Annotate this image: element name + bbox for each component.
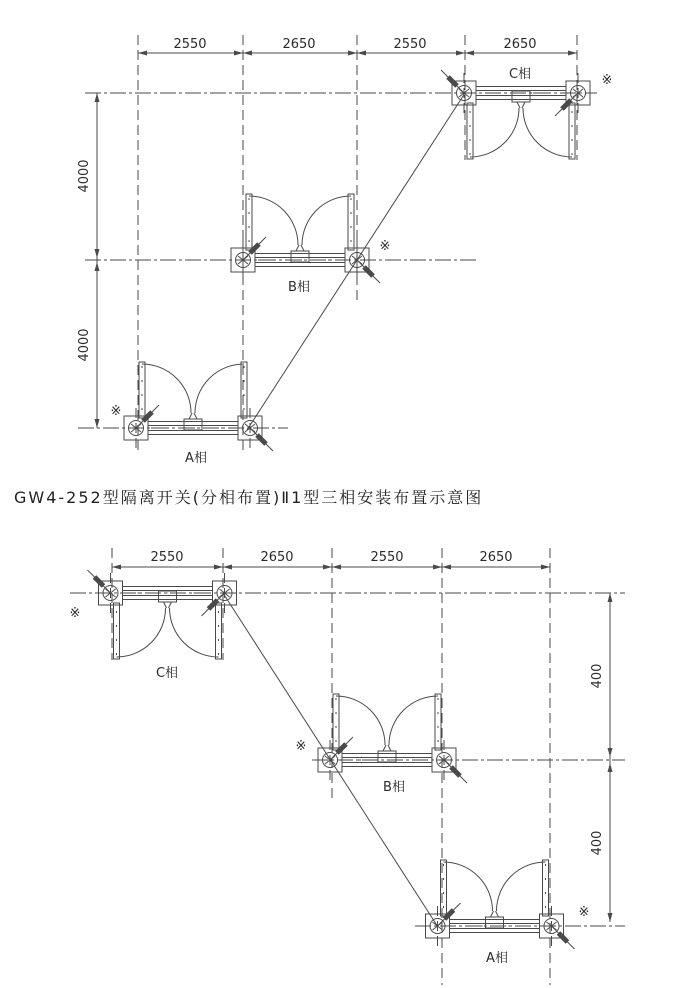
phase-label-a: A相 [185,451,207,466]
dimension-label: 4000 [77,328,92,362]
dimension-label: 2550 [173,37,207,52]
dimension-label: 2650 [479,550,513,565]
dimension-label: 2650 [282,37,316,52]
reference-mark: ※ [379,239,391,254]
reference-mark: ※ [69,606,81,621]
phase-label-b: B相 [383,780,405,795]
dimension-label: 2650 [260,550,294,565]
phase-label-c: C相 [508,67,532,82]
drawing-caption: GW4-252型隔离开关(分相布置)Ⅱ1型三相安装布置示意图 [14,488,484,507]
dimension-label: 2550 [370,550,404,565]
phase-label-b: B相 [288,280,310,295]
dimension-label: 400 [590,663,605,689]
reference-mark: ※ [110,404,122,419]
dimension-label: 4000 [77,159,92,193]
dimension-label: 400 [590,830,605,856]
phase-label-a: A相 [486,951,508,966]
reference-mark: ※ [295,739,307,754]
phase-label-c: C相 [155,666,179,681]
reference-mark: ※ [578,905,590,920]
reference-mark: ※ [601,73,613,88]
dimension-label: 2650 [503,37,537,52]
dimension-label: 2550 [393,37,427,52]
dimension-label: 2550 [150,550,184,565]
